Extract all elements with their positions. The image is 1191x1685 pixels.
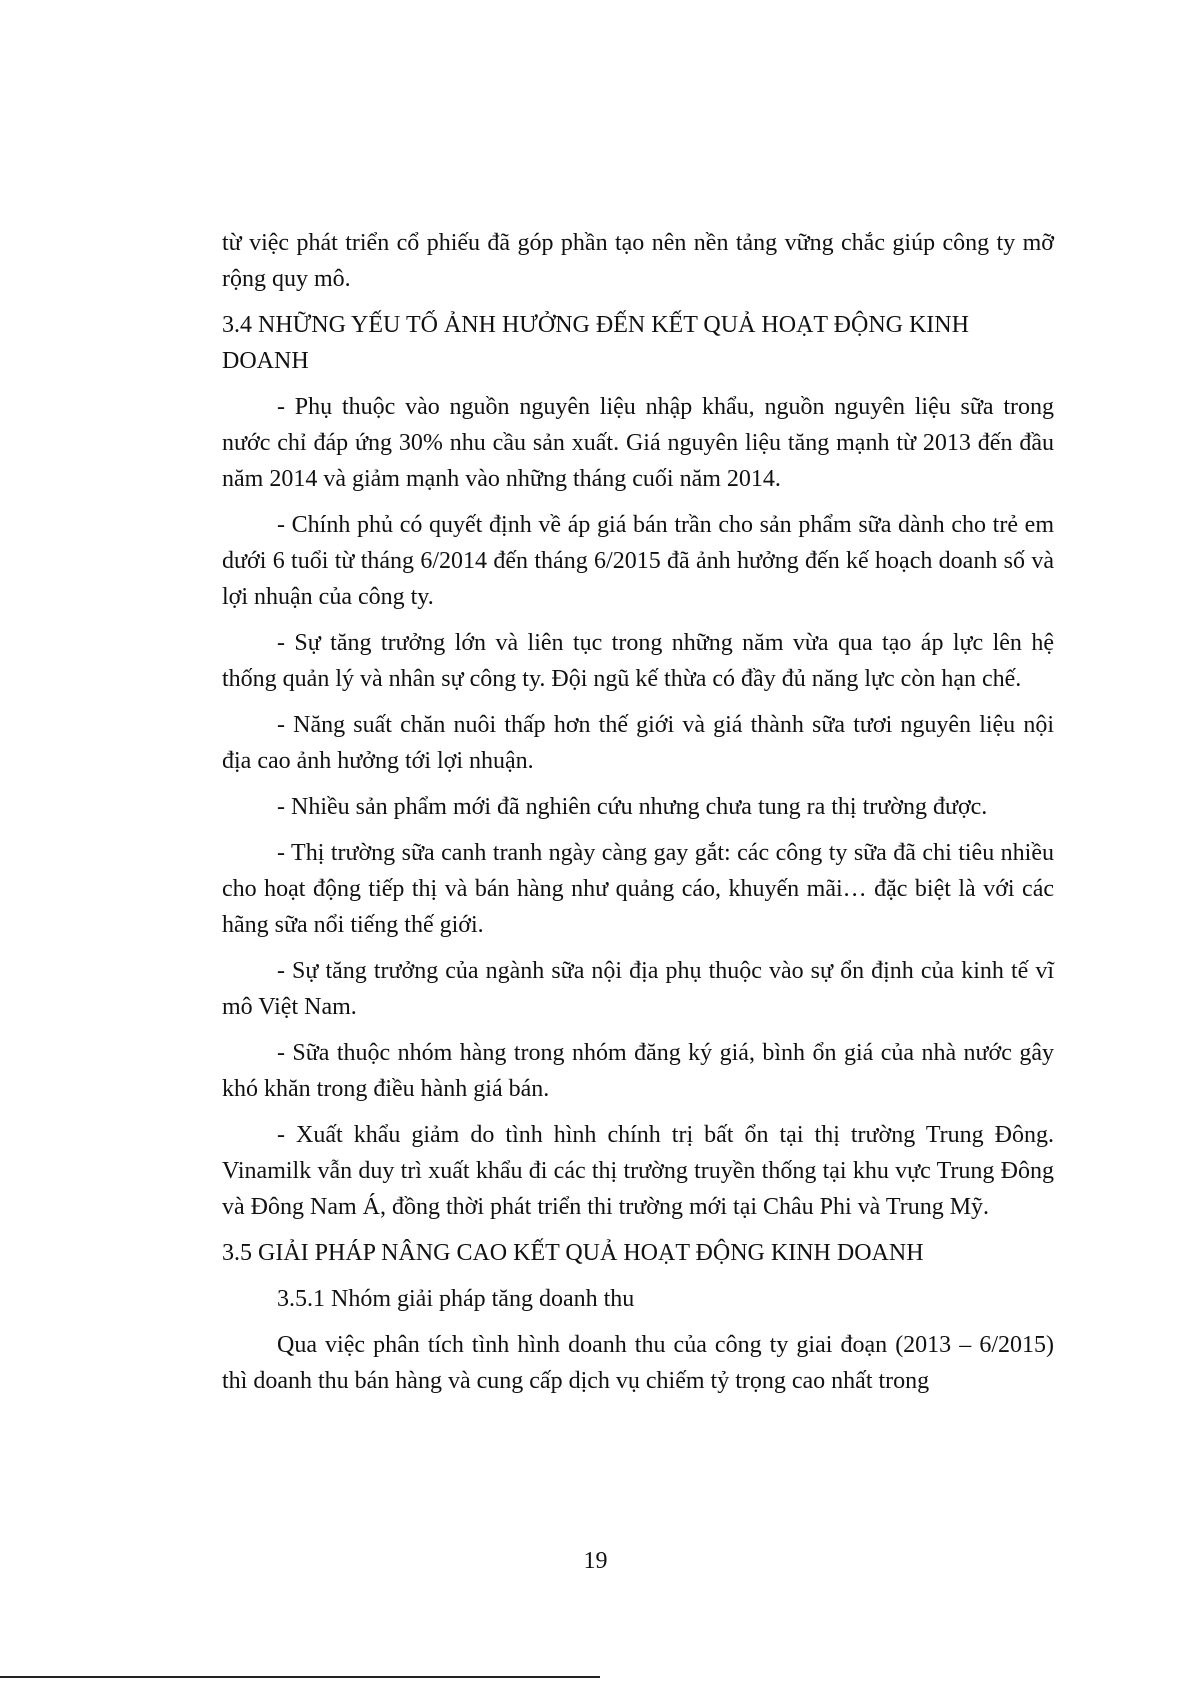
subsection-3-5-1-heading: 3.5.1 Nhóm giải pháp tăng doanh thu (277, 1286, 635, 1312)
factor-paragraph-2: - Chính phủ có quyết định về áp giá bán trần cho sản phẩm sữa dành cho trẻ em dưới 6 tuổi từ tháng 6/2014 đến tháng 6/2015 đã ảnh hưởng đến kế hoạch doanh số và lợi nhuận của công ty. (222, 512, 1054, 610)
factor-paragraph-8: - Sữa thuộc nhóm hàng trong nhóm đăng ký giá, bình ổn giá của nhà nước gây khó khăn trong điều hành giá bán. (222, 1040, 1054, 1102)
factor-paragraph-9: - Xuất khẩu giảm do tình hình chính trị bất ổn tại thị trường Trung Đông. Vinamilk vẫn duy trì xuất khẩu đi các thị trường truyền thống tại khu vực Trung Đông và Đông Nam Á, đồng thời phát triển thi trường mới tại Châu Phi và Trung Mỹ. (222, 1122, 1054, 1220)
document-body (222, 225, 1054, 1409)
factor-paragraph-3: - Sự tăng trưởng lớn và liên tục trong những năm vừa qua tạo áp lực lên hệ thống quản lý và nhân sự công ty. Đội ngũ kế thừa có đầy đủ năng lực còn hạn chế. (222, 630, 1054, 692)
section-3-4-heading: 3.4 NHỮNG YẾU TỐ ẢNH HƯỞNG ĐẾN KẾT QUẢ HOẠT ĐỘNG KINH DOANH (222, 312, 969, 374)
factor-paragraph-1: - Phụ thuộc vào nguồn nguyên liệu nhập khẩu, nguồn nguyên liệu sữa trong nước chỉ đáp ứng 30% nhu cầu sản xuất. Giá nguyên liệu tăng mạnh từ 2013 đến đầu năm 2014 và giảm mạnh vào những tháng cuối năm 2014. (222, 394, 1054, 492)
intro-paragraph: từ việc phát triển cổ phiếu đã góp phần tạo nên nền tảng vững chắc giúp công ty mỡ rộng quy mô. (222, 230, 1054, 292)
page-number: 19 (583, 1548, 608, 1574)
factor-paragraph-5: - Nhiều sản phẩm mới đã nghiên cứu nhưng chưa tung ra thị trường được. (277, 794, 988, 820)
factor-paragraph-4: - Năng suất chăn nuôi thấp hơn thế giới và giá thành sữa tươi nguyên liệu nội địa cao ảnh hưởng tới lợi nhuận. (222, 712, 1054, 774)
closing-paragraph: Qua việc phân tích tình hình doanh thu của công ty giai đoạn (2013 – 6/2015) thì doanh thu bán hàng và cung cấp dịch vụ chiếm tỷ trọng cao nhất trong (222, 1332, 1054, 1394)
factor-paragraph-7: - Sự tăng trưởng của ngành sữa nội địa phụ thuộc vào sự ổn định của kinh tế vĩ mô Việt Nam. (222, 958, 1054, 1020)
factor-paragraph-6: - Thị trường sữa canh tranh ngày càng gay gắt: các công ty sữa đã chi tiêu nhiều cho hoạt động tiếp thị và bán hàng như quảng cáo, khuyến mãi… đặc biệt là với các hãng sữa nổi tiếng thế giới. (222, 840, 1054, 938)
bottom-divider (0, 1676, 600, 1678)
section-3-5-heading: 3.5 GIẢI PHÁP NÂNG CAO KẾT QUẢ HOẠT ĐỘNG KINH DOANH (222, 1240, 924, 1266)
